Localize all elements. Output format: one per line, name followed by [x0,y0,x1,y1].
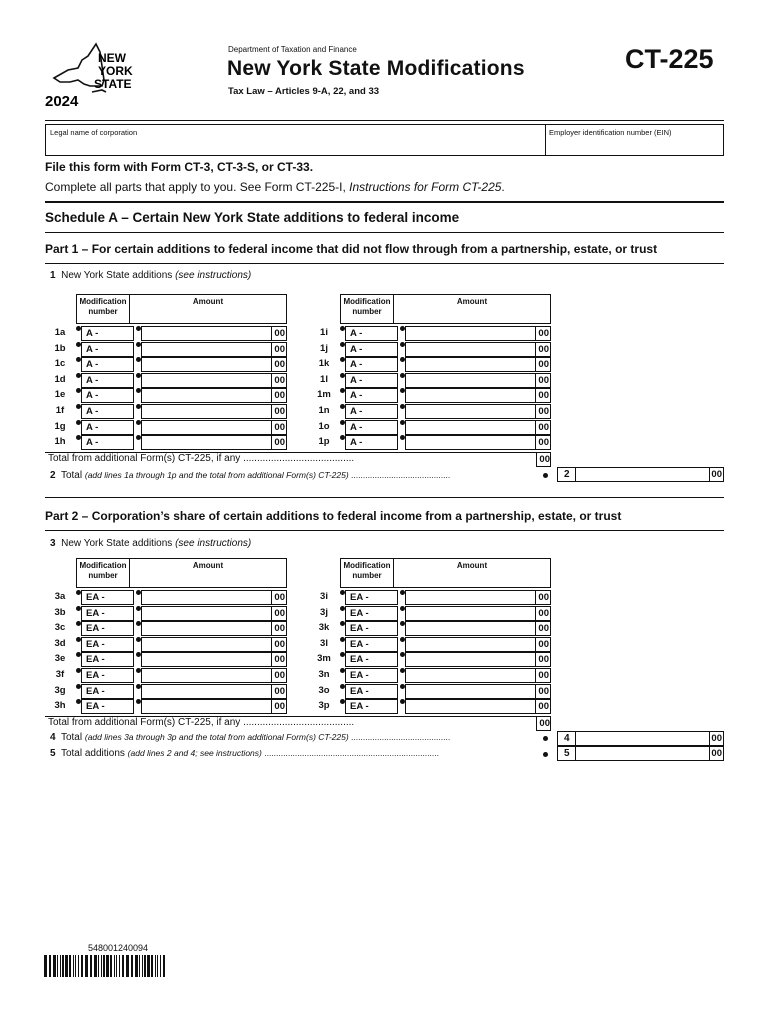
amount-field[interactable] [405,357,536,372]
amount-field[interactable] [405,590,536,605]
divider [45,263,724,264]
part1-additional-total-cents[interactable]: 00 [536,452,551,467]
modification-number-field[interactable]: A - [345,388,398,403]
amount-field[interactable] [141,420,272,435]
amount-field[interactable] [405,668,536,683]
amount-cents: 00 [535,435,551,450]
divider [45,232,724,233]
amount-field[interactable] [405,699,536,714]
amount-field[interactable] [405,606,536,621]
modification-number-field[interactable]: A - [345,373,398,388]
modification-number-field[interactable]: EA - [81,606,134,621]
amount-field[interactable] [141,668,272,683]
barcode-bar [69,955,71,977]
line-id: 3k [318,622,330,634]
line4-label: 4 Total (add lines 3a through 3p and the total from additional Form(s) CT-225) .......................................... [50,732,451,743]
form-title: New York State Modifications [227,57,525,80]
amount-cents: 00 [271,342,287,357]
amount-cents: 00 [271,435,287,450]
barcode-bar [126,955,129,977]
amount-field[interactable] [141,637,272,652]
line2-total-field[interactable]: 2 00 [557,467,724,482]
modification-number-field[interactable]: A - [81,404,134,419]
logo-text-state: STATE [94,77,132,91]
amount-cents: 00 [535,357,551,372]
barcode-bar [75,955,76,977]
amount-field[interactable] [141,621,272,636]
line-id: 1h [54,436,66,448]
line-id: 3o [318,684,330,696]
part1-additional-total-row: Total from additional Form(s) CT-225, if any ........................................ 00 [45,452,551,467]
amount-cents: 00 [535,684,551,699]
amount-cents: 00 [271,621,287,636]
modification-number-field[interactable]: A - [345,326,398,341]
modification-number-field[interactable]: EA - [345,684,398,699]
amount-field[interactable] [405,652,536,667]
barcode-bar [49,955,51,977]
amount-cents: 00 [271,388,287,403]
barcode-bar [65,955,68,977]
amount-field[interactable] [405,684,536,699]
barcode-bar [106,955,109,977]
barcode-bar [44,955,47,977]
barcode-bar [147,955,150,977]
line-id: 1d [54,373,66,385]
form-subtitle: Tax Law – Articles 9-A, 22, and 33 [228,86,380,97]
barcode [44,955,194,977]
modification-number-field[interactable]: EA - [81,668,134,683]
line-id: 1c [54,358,66,370]
barcode-bar [131,955,133,977]
barcode-bar [62,955,64,977]
line-id: 3m [317,653,331,665]
line3-label: 3 New York State additions (see instructions) [50,538,252,549]
department-name: Department of Taxation and Finance [228,45,357,54]
part1-title: Part 1 – For certain additions to federal income that did not flow through from a partnership, estate, or trust [45,242,658,256]
amount-field[interactable] [405,420,536,435]
part2-additional-total-row: Total from additional Form(s) CT-225, if any ........................................ 00 [45,716,551,731]
file-with-instruction: File this form with Form CT-3, CT-3-S, or CT-33. [45,160,314,174]
amount-field[interactable] [405,373,536,388]
amount-cents: 00 [535,404,551,419]
barcode-bar [98,955,99,977]
amount-field[interactable] [141,652,272,667]
amount-field[interactable] [141,404,272,419]
modification-number-field[interactable]: EA - [81,652,134,667]
line1-label: 1 New York State additions (see instructions) [50,270,252,281]
barcode-bar [110,955,112,977]
part2-additional-total-cents[interactable]: 00 [536,716,551,731]
header-divider [45,120,724,121]
barcode-bar [144,955,146,977]
line-id: 3j [320,606,328,618]
modification-number-field[interactable]: EA - [81,699,134,714]
divider [45,530,724,531]
amount-cents: 00 [271,373,287,388]
right-modification-number-header: Modification number [340,294,394,324]
bullet-icon [543,752,548,757]
right-amount-header: Amount [393,558,551,588]
amount-field[interactable] [405,326,536,341]
barcode-bar [85,955,88,977]
modification-number-field[interactable]: A - [81,342,134,357]
legal-name-field[interactable]: Legal name of corporation [50,128,138,137]
line-id: 1o [318,420,330,432]
divider [45,201,724,203]
logo-text-new: NEW [98,51,126,65]
amount-cents: 00 [271,404,287,419]
line-id: 1e [54,389,66,401]
barcode-bar [57,955,58,977]
line-id: 1b [54,342,66,354]
amount-field[interactable] [405,637,536,652]
barcode-bar [160,955,161,977]
modification-number-field[interactable]: A - [81,420,134,435]
line-id: 1j [320,342,328,354]
amount-cents: 00 [535,590,551,605]
barcode-bar [142,955,143,977]
modification-number-field[interactable]: EA - [81,684,134,699]
logo-year: 2024 [45,93,79,110]
modification-number-field[interactable]: EA - [345,637,398,652]
barcode-bar [119,955,120,977]
amount-cents: 00 [271,699,287,714]
amount-cents: 00 [535,420,551,435]
line-id: 1k [318,358,330,370]
line-id: 3h [54,700,66,712]
amount-cents: 00 [535,699,551,714]
line5-total-field[interactable]: 5 00 [557,746,724,761]
line-id: 1p [318,436,330,448]
line-id: 1n [318,405,330,416]
modification-number-field[interactable]: EA - [81,637,134,652]
modification-number-field[interactable]: EA - [81,590,134,605]
amount-field[interactable] [141,684,272,699]
line-id: 1l [320,373,328,385]
line5-label: 5 Total additions (add lines 2 and 4; see instructions) .......................................................................... [50,748,439,759]
right-modification-number-header: Modification number [340,558,394,588]
amount-cents: 00 [535,652,551,667]
amount-cents: 00 [271,326,287,341]
barcode-bar [122,955,124,977]
amount-cents: 00 [535,606,551,621]
amount-cents: 00 [535,373,551,388]
amount-field[interactable] [141,342,272,357]
modification-number-field[interactable]: A - [81,357,134,372]
amount-field[interactable] [141,388,272,403]
left-modification-number-header: Modification number [76,558,130,588]
left-amount-header: Amount [129,558,287,588]
left-modification-number-header: Modification number [76,294,130,324]
amount-cents: 00 [271,357,287,372]
line-id: 3n [318,669,330,680]
line-id: 1g [54,420,66,432]
line-id: 1a [54,327,66,338]
line-id: 3f [55,669,65,680]
barcode-bar [73,955,74,977]
left-amount-header: Amount [129,294,287,324]
amount-cents: 00 [271,652,287,667]
barcode-number: 548001240094 [88,943,149,953]
line-id: 3d [54,637,66,649]
barcode-bar [78,955,79,977]
amount-field[interactable] [405,621,536,636]
barcode-bar [114,955,115,977]
amount-field[interactable] [405,435,536,450]
amount-field[interactable] [405,388,536,403]
schedule-a-title: Schedule A – Certain New York State additions to federal income [45,210,460,225]
form-number: CT-225 [625,44,714,74]
line-id: 3p [318,700,330,712]
barcode-bar [151,955,153,977]
modification-number-field[interactable]: EA - [345,652,398,667]
amount-field[interactable] [141,373,272,388]
modification-number-field[interactable]: A - [81,326,134,341]
line4-total-field[interactable]: 4 00 [557,731,724,746]
amount-cents: 00 [535,668,551,683]
barcode-bar [94,955,97,977]
barcode-bar [116,955,117,977]
part2-title: Part 2 – Corporation’s share of certain additions to federal income from a partnership, estate, or trust [45,509,622,523]
line-id: 1m [317,389,331,401]
modification-number-field[interactable]: A - [345,420,398,435]
barcode-bar [157,955,158,977]
amount-cents: 00 [271,684,287,699]
line-id: 1i [320,327,328,338]
barcode-bar [101,955,102,977]
modification-number-field[interactable]: A - [345,435,398,450]
barcode-bar [103,955,105,977]
modification-number-field[interactable]: A - [81,373,134,388]
amount-cents: 00 [535,388,551,403]
modification-number-field[interactable]: EA - [345,621,398,636]
modification-number-field[interactable]: A - [81,435,134,450]
modification-number-field[interactable]: A - [81,388,134,403]
line-id: 3e [54,653,66,665]
line-id: 1f [55,405,65,416]
divider [45,497,724,498]
line2-label: 2 Total (add lines 1a through 1p and the total from additional Form(s) CT-225) .......................................... [50,470,451,481]
modification-number-field[interactable]: EA - [81,621,134,636]
modification-number-field[interactable]: A - [345,342,398,357]
line-id: 3c [54,622,66,634]
amount-field[interactable] [141,590,272,605]
line-id: 3g [54,684,66,696]
amount-cents: 00 [535,637,551,652]
barcode-bar [135,955,138,977]
amount-cents: 00 [271,668,287,683]
modification-number-field[interactable]: EA - [345,606,398,621]
bullet-icon [543,736,548,741]
line-id: 3a [54,591,66,602]
barcode-bar [155,955,156,977]
modification-number-field[interactable]: A - [345,404,398,419]
right-amount-header: Amount [393,294,551,324]
amount-cents: 00 [535,326,551,341]
modification-number-field[interactable]: EA - [345,590,398,605]
modification-number-field[interactable]: A - [345,357,398,372]
modification-number-field[interactable]: EA - [345,699,398,714]
barcode-bar [81,955,83,977]
barcode-bar [163,955,165,977]
line-id: 3b [54,606,66,618]
logo-text-york: YORK [98,64,133,78]
amount-cents: 00 [271,420,287,435]
amount-cents: 00 [271,590,287,605]
line-id: 3l [320,637,328,649]
amount-field[interactable] [141,357,272,372]
amount-cents: 00 [271,606,287,621]
amount-cents: 00 [271,637,287,652]
amount-cents: 00 [535,342,551,357]
barcode-bar [53,955,56,977]
identification-box [45,124,724,156]
new-york-state-logo [44,40,154,112]
barcode-bar [139,955,140,977]
amount-field[interactable] [141,435,272,450]
complete-instruction: Complete all parts that apply to you. See Form CT-225-I, Instructions for Form CT-225. [45,180,505,194]
line-id: 3i [320,591,328,602]
amount-cents: 00 [535,621,551,636]
modification-number-field[interactable]: EA - [345,668,398,683]
amount-field[interactable] [405,404,536,419]
amount-field[interactable] [141,326,272,341]
barcode-bar [60,955,61,977]
amount-field[interactable] [141,699,272,714]
amount-field[interactable] [141,606,272,621]
barcode-bar [90,955,92,977]
bullet-icon [543,473,548,478]
amount-field[interactable] [405,342,536,357]
ein-field[interactable]: Employer identification number (EIN) [549,128,672,137]
